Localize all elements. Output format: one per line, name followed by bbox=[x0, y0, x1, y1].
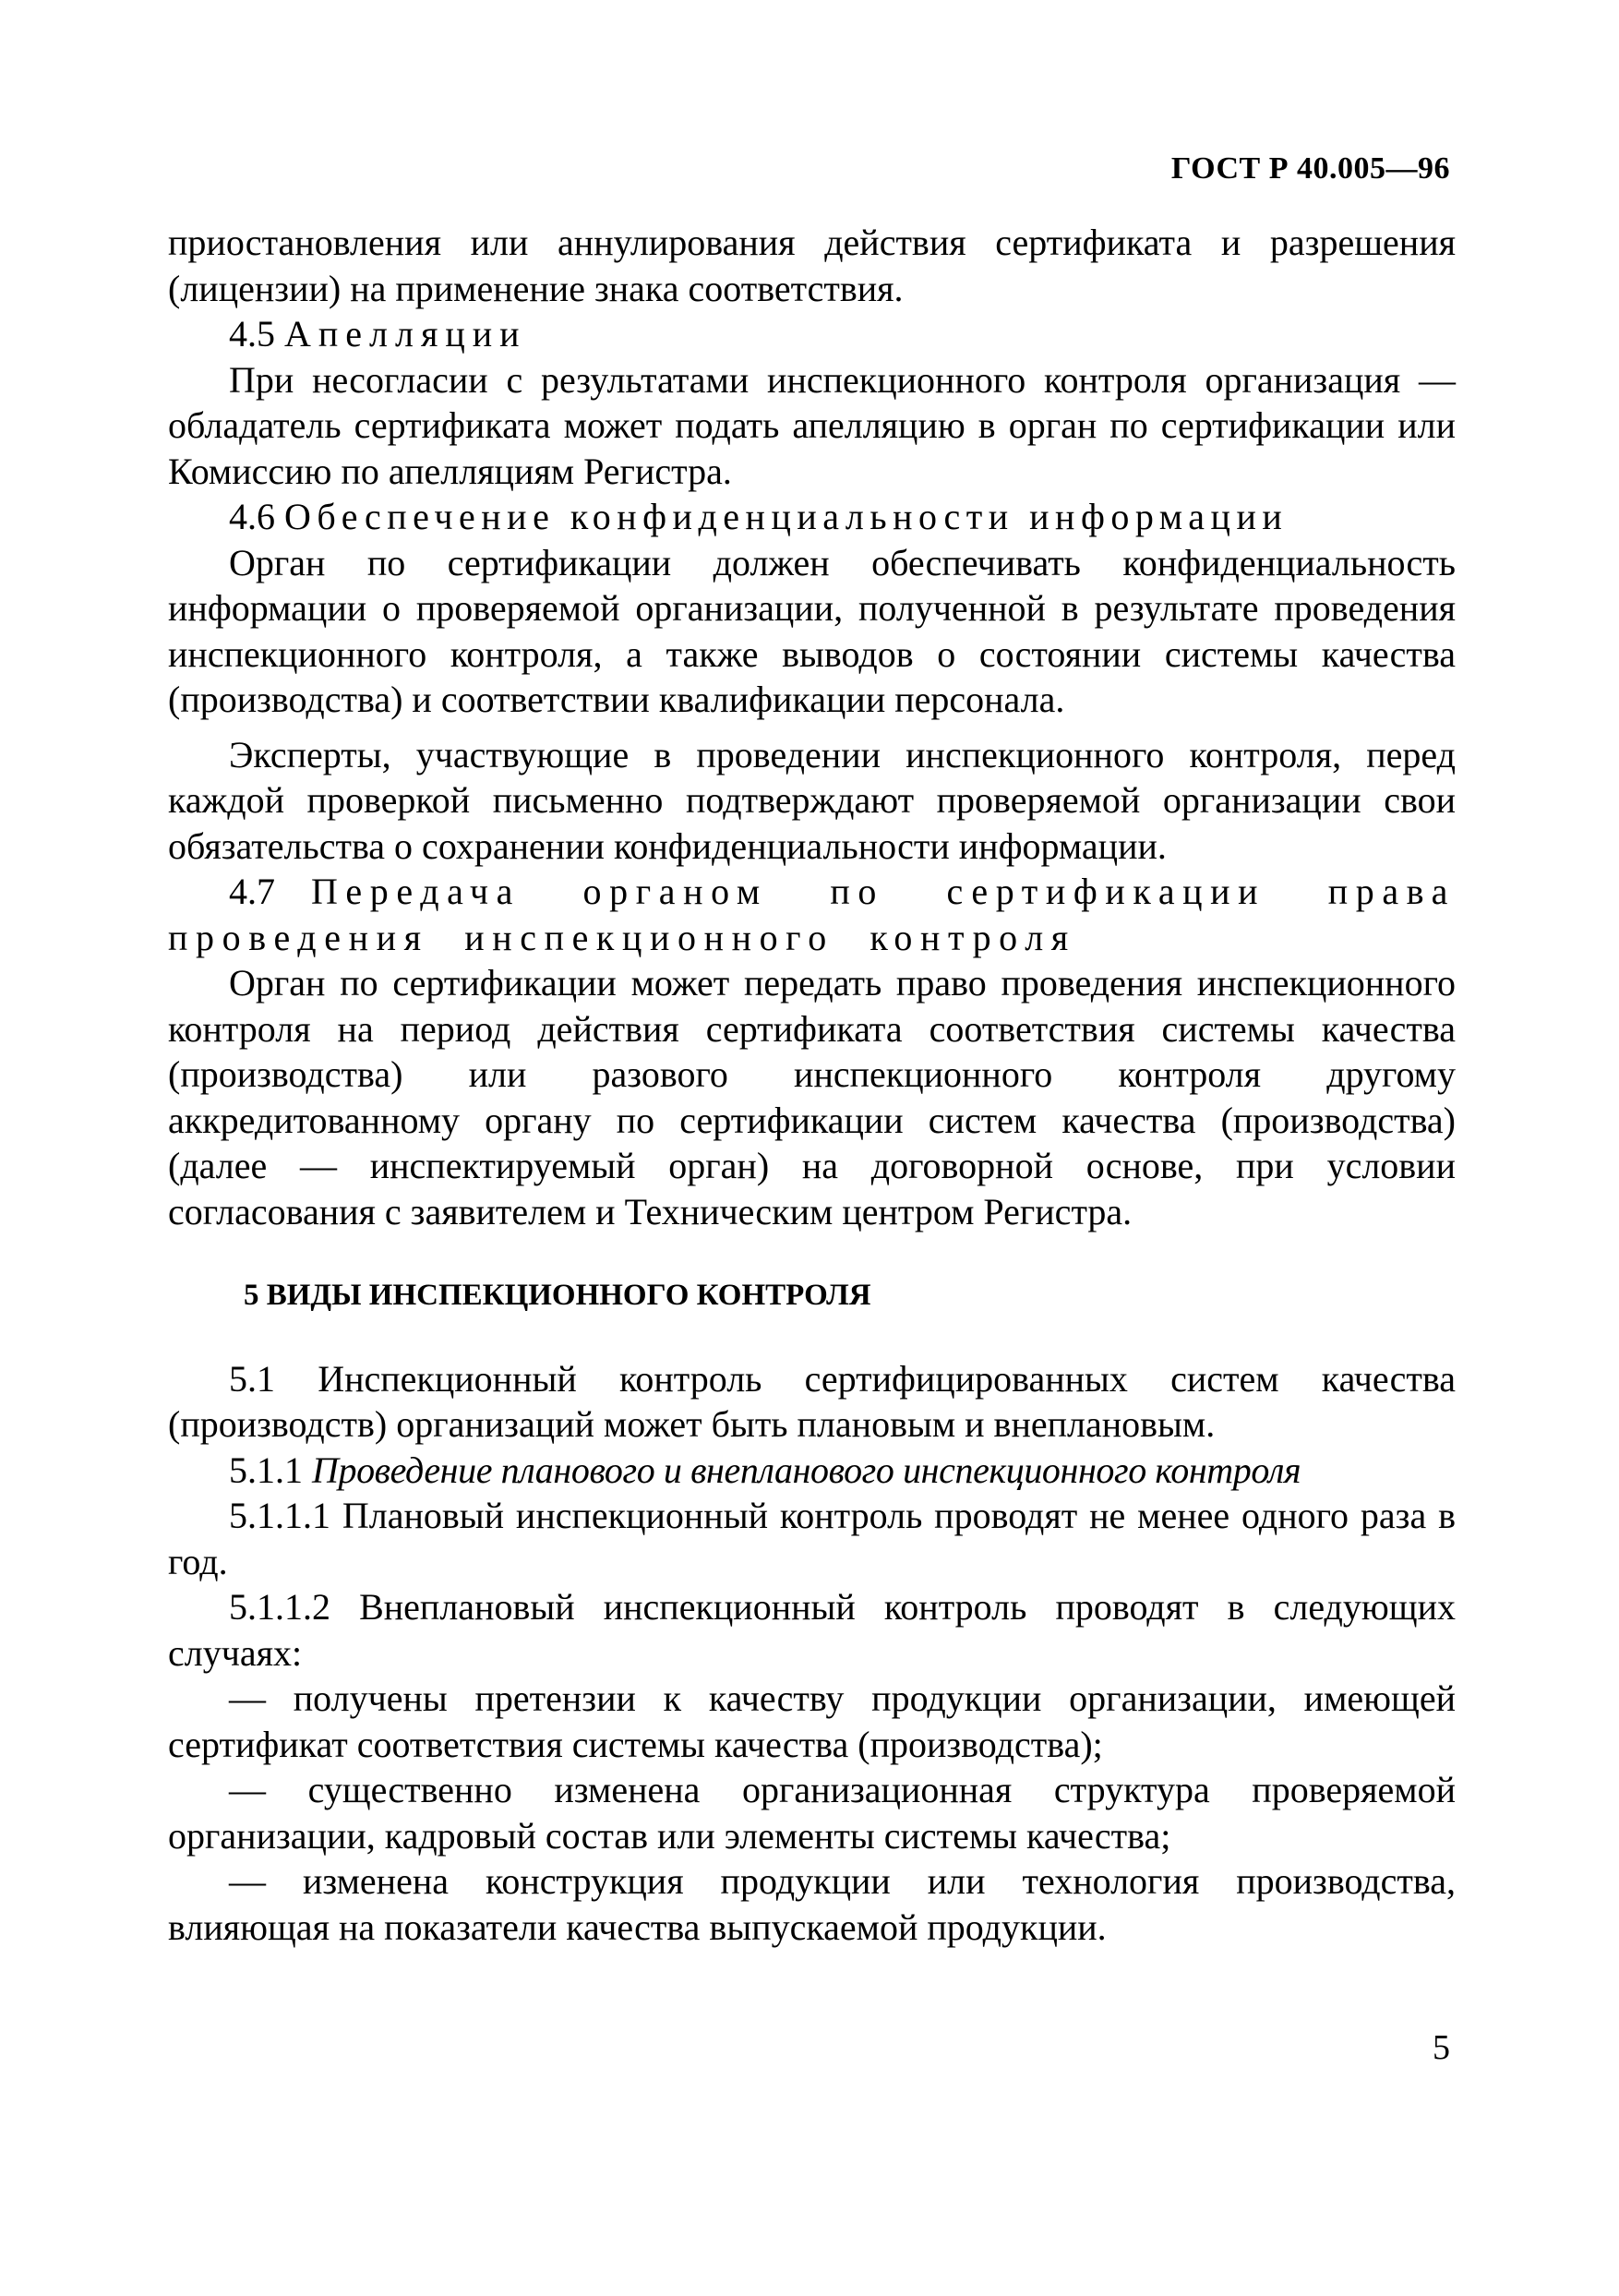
subsection-title: Апелляции bbox=[284, 313, 527, 355]
subsection-title: Обеспечение конфиденциальности информации bbox=[284, 496, 1289, 537]
subsection-title: Передача органом по сертификации права проведения инспекционного контроля bbox=[168, 871, 1456, 958]
section-5-title: 5 ВИДЫ ИНСПЕКЦИОННОГО КОНТРОЛЯ bbox=[244, 1279, 871, 1312]
list-item: — изменена конструкция продукции или технология производства, влияющая на показатели качества выпускаемой продукции. bbox=[168, 1860, 1456, 1948]
page-content bbox=[168, 220, 1456, 1950]
paragraph-transfer: Орган по сертификации может передать право проведения инспекционного контроля на период действия сертификата соответствия системы качества (производства) или разового инспекционного контроля другому аккредитованному органу по сертификации систем качества (производства) (далее — инспектируемый орган) на договорной основе, при условии согласования с заявителем и Техническим центром Регистра. bbox=[168, 962, 1456, 1232]
paragraph-appeals: При несогласии с результатами инспекционного контроля организация — обладатель сертификата может подать апелляцию в орган по сертификации или Комиссию по апелляциям Регистра. bbox=[168, 358, 1456, 492]
page-number: 5 bbox=[1433, 2028, 1450, 2067]
standard-code: ГОСТ Р 40.005—96 bbox=[1170, 151, 1450, 186]
subsection-4-7-heading bbox=[168, 869, 1456, 960]
paragraph-5-1-1-2: 5.1.1.2 Внеплановый инспекционный контроль проводят в следующих случаях: bbox=[168, 1586, 1456, 1674]
subsection-4-6-heading bbox=[168, 494, 1456, 540]
subsection-5-1-1-heading bbox=[168, 1448, 1456, 1494]
list-item: — получены претензии к качеству продукции организации, имеющей сертификат соответствия системы качества (производства); bbox=[168, 1677, 1456, 1765]
paragraph-5-1: 5.1 Инспекционный контроль сертифицированных систем качества (производств) организаций может быть плановым и внеплановым. bbox=[168, 1357, 1456, 1445]
subsection-number: 4.7 bbox=[229, 871, 311, 912]
paragraph-continuation: приостановления или аннулирования действия сертификата и разрешения (лицензии) на применение знака соответствия. bbox=[168, 222, 1456, 309]
subsection-4-5-heading bbox=[168, 311, 1456, 357]
subsection-title: Проведение планового и внепланового инспекционного контроля bbox=[312, 1449, 1301, 1491]
paragraph-confidentiality-2: Эксперты, участвующие в проведении инспекционного контроля, перед каждой проверкой письменно подтверждают проверяемой организации свои обязательства о сохранении конфиденциальности информации. bbox=[168, 733, 1456, 867]
subsection-number: 5.1.1 bbox=[229, 1449, 312, 1491]
subsection-number: 4.5 bbox=[229, 313, 284, 355]
list-item: — существенно изменена организационная структура проверяемой организации, кадровый состав или элементы системы качества; bbox=[168, 1769, 1456, 1857]
paragraph-confidentiality-1: Орган по сертификации должен обеспечивать конфиденциальность информации о проверяемой организации, полученной в результате проведения инспекционного контроля, а также выводов о состоянии системы качества (производства) и соответствии квалификации персонала. bbox=[168, 541, 1456, 720]
subsection-number: 4.6 bbox=[229, 496, 284, 537]
paragraph-5-1-1-1: 5.1.1.1 Плановый инспекционный контроль проводят не менее одного раза в год. bbox=[168, 1495, 1456, 1582]
